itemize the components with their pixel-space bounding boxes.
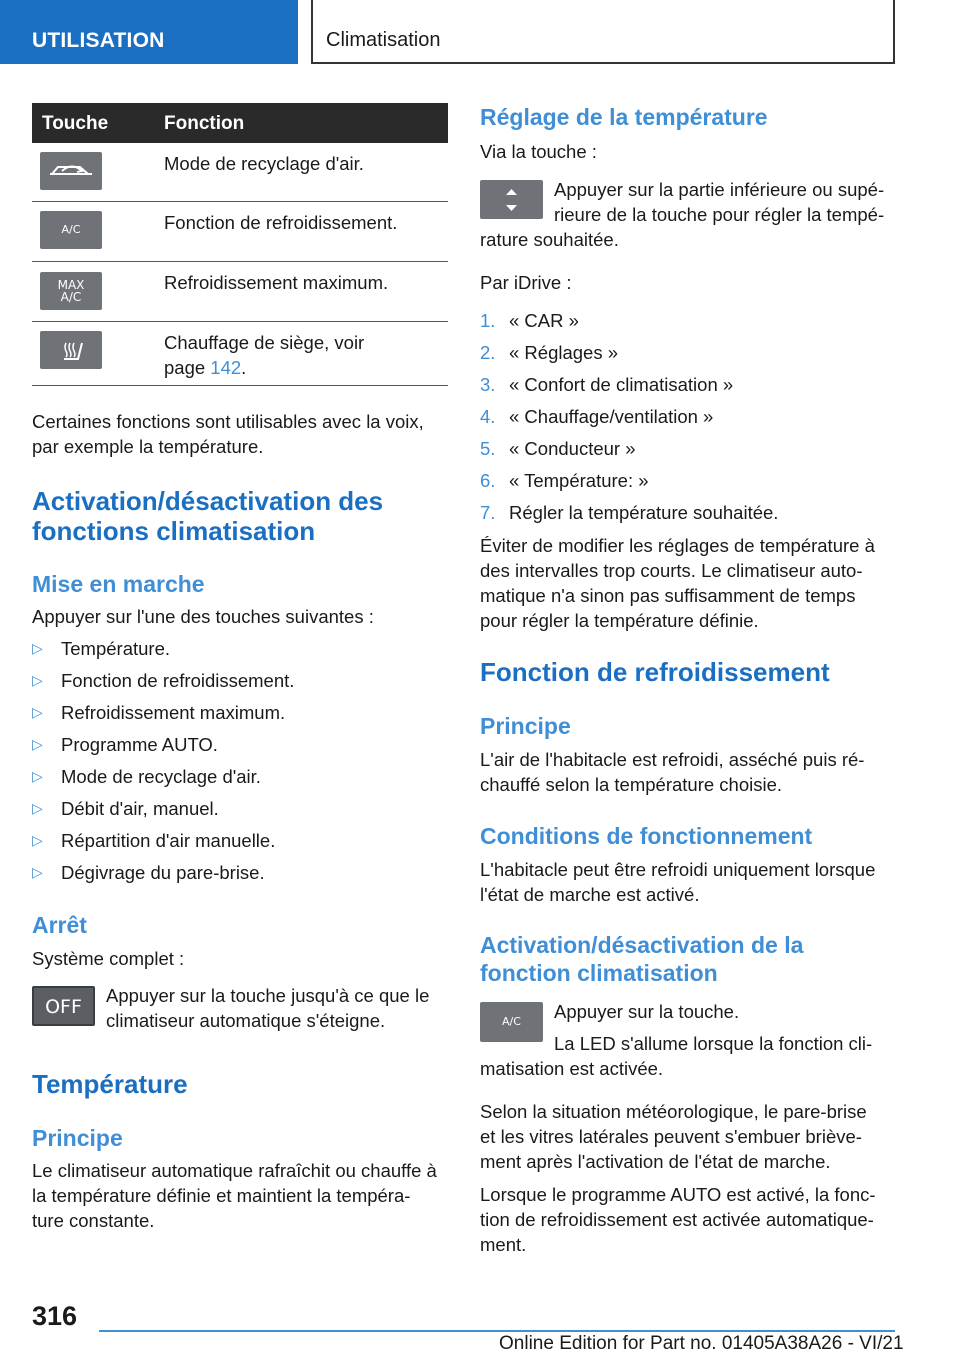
eviter-text: Éviter de modifier les réglages de température à des intervalles trop courts. Le climatiseur auto- matique n'a sinon pas suffisamment de temps pour régler la température définie.	[480, 535, 875, 631]
heading-temperature: Température	[32, 1069, 188, 1099]
heading-fonction-refroidissement: Fonction de refroidissement	[480, 657, 830, 687]
arrows-text: Appuyer sur la partie inférieure ou supé- rieure de la touche pour régler la tempé-	[554, 179, 885, 225]
header-fonction: Fonction	[164, 113, 245, 134]
page-number: 316	[32, 1301, 78, 1331]
recirculation-icon	[40, 152, 102, 190]
table-header	[32, 103, 448, 143]
activation-text: Appuyer sur la touche. La LED s'allume lorsque la fonction cli-	[554, 1001, 873, 1054]
idrive-text: Par iDrive :	[480, 272, 572, 293]
temperature-arrows-icon	[480, 180, 543, 219]
principe-right-text: L'air de l'habitacle est refroidi, asséché puis ré- chauffé selon la température choisie.	[480, 749, 865, 795]
max-ac-icon: MAX A/C	[40, 272, 102, 310]
footer-edition: Online Edition for Part no. 01405A38A26 - VI/21	[499, 1333, 904, 1354]
footer-divider	[99, 1330, 895, 1332]
via-text: Via la touche :	[480, 141, 597, 162]
heading-conditions: Conditions de fonctionnement	[480, 823, 813, 849]
seat-heating-icon	[40, 331, 102, 369]
row-text: Chauffage de siège, voir page 142.	[164, 332, 365, 378]
heading-reglage: Réglage de la température	[480, 104, 768, 130]
heading-activation: Activation/désactivation des fonctions climatisation	[32, 486, 384, 546]
arret-text: Système complet :	[32, 948, 185, 969]
heading-activation-right: Activation/désactivation de la fonction climatisation	[480, 932, 804, 986]
intro-text: Certaines fonctions sont utilisables avec la voix, par exemple la température.	[32, 411, 424, 457]
table-row	[32, 202, 448, 262]
ac-icon: A/C	[40, 211, 102, 249]
principe-text: Le climatiseur automatique rafraîchit ou chauffe à la température définie et maintient la tempéra- ture constante.	[32, 1160, 437, 1231]
row-text: Refroidissement maximum.	[164, 272, 389, 293]
heading-principe-right: Principe	[480, 713, 571, 739]
off-button-icon: OFF	[32, 986, 95, 1026]
row-text: Fonction de refroidissement.	[164, 212, 398, 233]
row-text: Mode de recyclage d'air.	[164, 153, 364, 174]
heading-arret: Arrêt	[32, 912, 87, 938]
chapter-title: Climatisation	[326, 29, 441, 51]
heading-principe: Principe	[32, 1125, 123, 1151]
off-text: Appuyer sur la touche jusqu'à ce que le climatiseur automatique s'éteigne.	[106, 985, 430, 1031]
ac-button-icon: A/C	[480, 1002, 543, 1042]
table-row	[32, 322, 448, 386]
mise-text: Appuyer sur l'une des touches suivantes :	[32, 606, 374, 627]
arrows-text-cont: rature souhaitée.	[480, 229, 619, 250]
auto-text: Lorsque le programme AUTO est activé, la fonc- tion de refroidissement est activée automatique- ment.	[480, 1184, 876, 1255]
heading-mise-en-marche: Mise en marche	[32, 571, 205, 597]
selon-text: Selon la situation météorologique, le pare-brise et les vitres latérales peuvent s'embuer briève- ment après l'activation de l'état de marche.	[480, 1101, 867, 1172]
table-row	[32, 143, 448, 202]
header-touche: Touche	[42, 113, 109, 134]
key-function-table	[32, 103, 448, 386]
activation-text-cont: matisation est activée.	[480, 1058, 664, 1079]
section-title: UTILISATION	[32, 29, 165, 52]
table-row	[32, 262, 448, 322]
page-link[interactable]: 142	[210, 357, 242, 378]
section-tab	[0, 0, 298, 64]
conditions-text: L'habitacle peut être refroidi uniquement lorsque l'état de marche est activé.	[480, 859, 876, 905]
chapter-tab	[311, 0, 895, 64]
